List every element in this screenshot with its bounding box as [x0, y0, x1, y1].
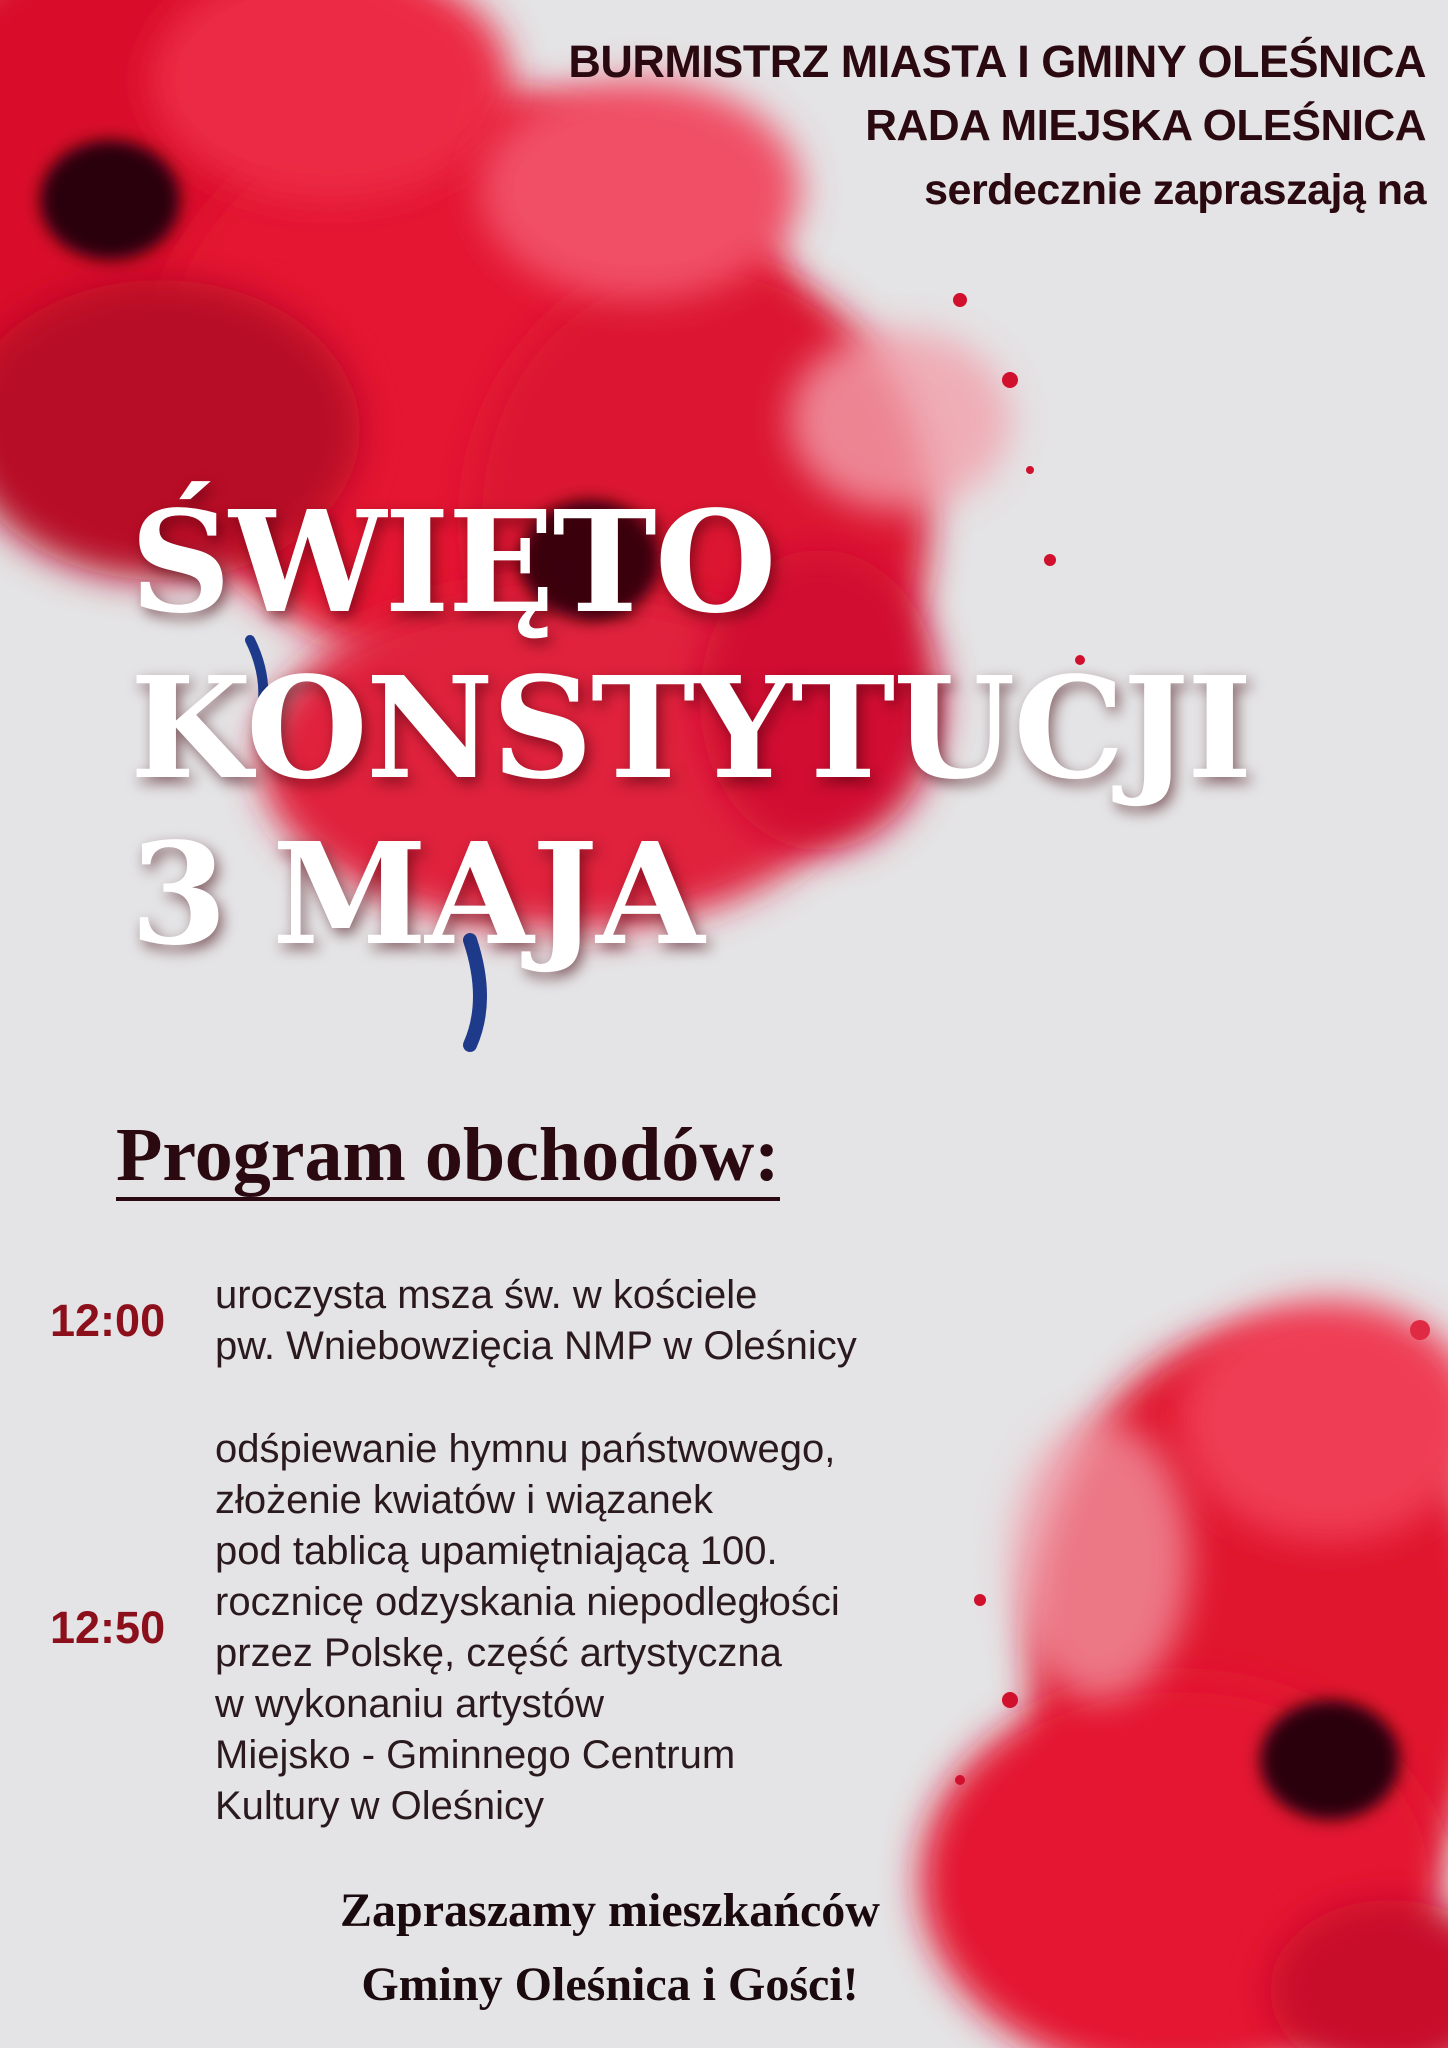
program-item: [50, 1270, 857, 1372]
description-line: rocznicę odzyskania niepodległości: [215, 1580, 840, 1624]
title-line-3: 3 MAJA: [130, 813, 703, 977]
organizers-block: [568, 30, 1426, 222]
description-line: Kultury w Oleśnicy: [215, 1784, 544, 1828]
event-title: [130, 480, 1251, 978]
footer-line-2: Gminy Oleśnica i Gości!: [361, 1958, 859, 2011]
invitation-text: serdecznie zapraszają na: [924, 166, 1426, 214]
title-line-1: ŚWIĘTO: [130, 481, 775, 645]
program-item: [50, 1424, 840, 1832]
description-line: pod tablicą upamiętniającą 100.: [215, 1529, 778, 1573]
program-description: [215, 1270, 857, 1372]
program-time: 12:00: [50, 1295, 166, 1346]
description-line: odśpiewanie hymnu państwowego,: [215, 1427, 836, 1471]
poppy-bottom-right: [920, 1300, 1448, 2048]
footer-line-1: Zapraszamy mieszkańców: [340, 1884, 880, 1937]
description-line: pw. Wniebowzięcia NMP w Oleśnicy: [215, 1324, 857, 1368]
organizer-mayor: BURMISTRZ MIASTA I GMINY OLEŚNICA: [568, 36, 1426, 87]
description-line: złożenie kwiatów i wiązanek: [215, 1478, 714, 1522]
footer-invitation: [270, 1874, 950, 2022]
program-time: 12:50: [50, 1602, 166, 1653]
program-heading: Program obchodów:: [116, 1115, 780, 1201]
description-line: przez Polskę, część artystyczna: [215, 1631, 782, 1675]
description-line: w wykonaniu artystów: [215, 1682, 605, 1726]
title-line-2: KONSTYTUCJI: [130, 647, 1251, 811]
organizer-council: RADA MIEJSKA OLEŚNICA: [865, 101, 1426, 150]
description-line: Miejsko - Gminnego Centrum: [215, 1733, 736, 1777]
program-description: [215, 1424, 840, 1832]
description-line: uroczysta msza św. w kościele: [215, 1273, 758, 1317]
